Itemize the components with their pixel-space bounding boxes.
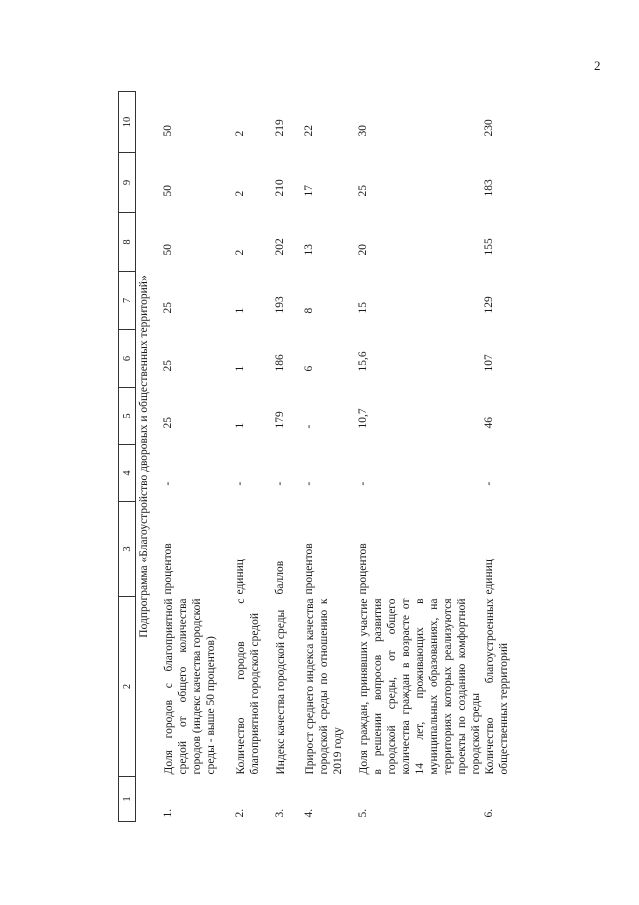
table-row [303, 92, 357, 822]
value-cell: - [303, 424, 315, 429]
value-cell: - [483, 481, 495, 486]
table-row [274, 92, 303, 822]
table-row [156, 92, 234, 822]
value-cell: 186 [274, 354, 286, 372]
col-header: 2 [119, 597, 136, 777]
indicator-name: Количество благоустроенных общественных территорий [484, 598, 510, 775]
rotated-table-container [118, 92, 634, 822]
value-cell: 22 [303, 125, 315, 137]
unit: процентов [303, 543, 315, 595]
value-cell: 13 [303, 244, 315, 256]
indicator-name: Количество городов с благоприятной городской средой [235, 598, 261, 775]
value-cell: 183 [483, 179, 495, 197]
value-cell: 179 [274, 411, 286, 429]
col-header: 8 [119, 213, 136, 272]
table-row [234, 92, 274, 822]
unit: процентов [357, 543, 369, 595]
value-cell: 193 [274, 296, 286, 314]
value-cell: 17 [303, 185, 315, 197]
value-cell: - [162, 481, 174, 486]
unit: баллов [274, 560, 286, 595]
value-cell: 1 [234, 365, 246, 372]
value-cell: 8 [303, 307, 315, 314]
value-cell: - [274, 481, 286, 486]
value-cell: 25 [357, 185, 369, 197]
value-cell: 15,6 [357, 351, 369, 372]
value-cell: 155 [483, 238, 495, 256]
value-cell: 46 [483, 417, 495, 429]
indicator-name: Доля городов с благоприятной средой от общего количества городов (индекс качества городской среды - выше 50 процентов) [163, 598, 217, 775]
value-cell: 219 [274, 119, 286, 137]
unit: единиц [483, 559, 495, 595]
value-cell: 2 [234, 130, 246, 137]
col-header: 10 [119, 92, 136, 153]
value-cell: 20 [357, 244, 369, 256]
row-number: 3. [274, 808, 286, 818]
col-header: 4 [119, 445, 136, 502]
value-cell: 50 [162, 244, 174, 256]
value-cell: 25 [162, 417, 174, 429]
value-cell: 1 [234, 307, 246, 314]
value-cell: 30 [357, 125, 369, 137]
value-cell: - [234, 481, 246, 486]
table-row [357, 92, 483, 822]
value-cell: 1 [234, 422, 246, 429]
col-header: 7 [119, 272, 136, 330]
value-cell: 10,7 [357, 408, 369, 429]
value-cell: 210 [274, 179, 286, 197]
subprogram-row [136, 92, 157, 822]
indicator-name: Прирост среднего индекса качества городской среды по отношению к 2019 году [304, 598, 344, 775]
unit: процентов [162, 543, 174, 595]
value-cell: 50 [162, 125, 174, 137]
table-row [483, 92, 519, 822]
col-header: 5 [119, 388, 136, 445]
row-number: 5. [357, 808, 369, 818]
value-cell: 2 [234, 249, 246, 256]
value-cell: 202 [274, 238, 286, 256]
row-number: 2. [234, 808, 246, 818]
value-cell: 15 [357, 302, 369, 314]
value-cell: 50 [162, 185, 174, 197]
indicator-table [118, 91, 519, 822]
row-number: 1. [162, 808, 174, 818]
indicator-name: Доля граждан, принявших участие в решении вопросов развития городской среды, от общего количества граждан в возрасте от 14 лет, проживающих в муниципальных образованиях, на территориях которых реализуются проекты по созданию комфортной городской среды [358, 598, 482, 775]
subprogram-title: Подпрограмма «Благоустройство дворовых и общественных территорий» [138, 275, 150, 638]
row-number: 4. [303, 808, 315, 818]
value-cell: 129 [483, 296, 495, 314]
row-number: 6. [483, 808, 495, 818]
col-header: 1 [119, 777, 136, 822]
value-cell: - [303, 481, 315, 486]
col-header: 6 [119, 330, 136, 388]
col-header: 9 [119, 153, 136, 213]
col-header: 3 [119, 502, 136, 597]
indicator-name: Индекс качества городской среды [275, 609, 287, 775]
value-cell: 6 [303, 365, 315, 372]
unit: единиц [234, 559, 246, 595]
value-cell: 2 [234, 190, 246, 197]
value-cell: 25 [162, 360, 174, 372]
value-cell: 107 [483, 354, 495, 372]
header-row [119, 92, 136, 822]
value-cell: - [357, 481, 369, 486]
page-number: 2 [594, 58, 601, 73]
value-cell: 25 [162, 302, 174, 314]
value-cell: 230 [483, 119, 495, 137]
